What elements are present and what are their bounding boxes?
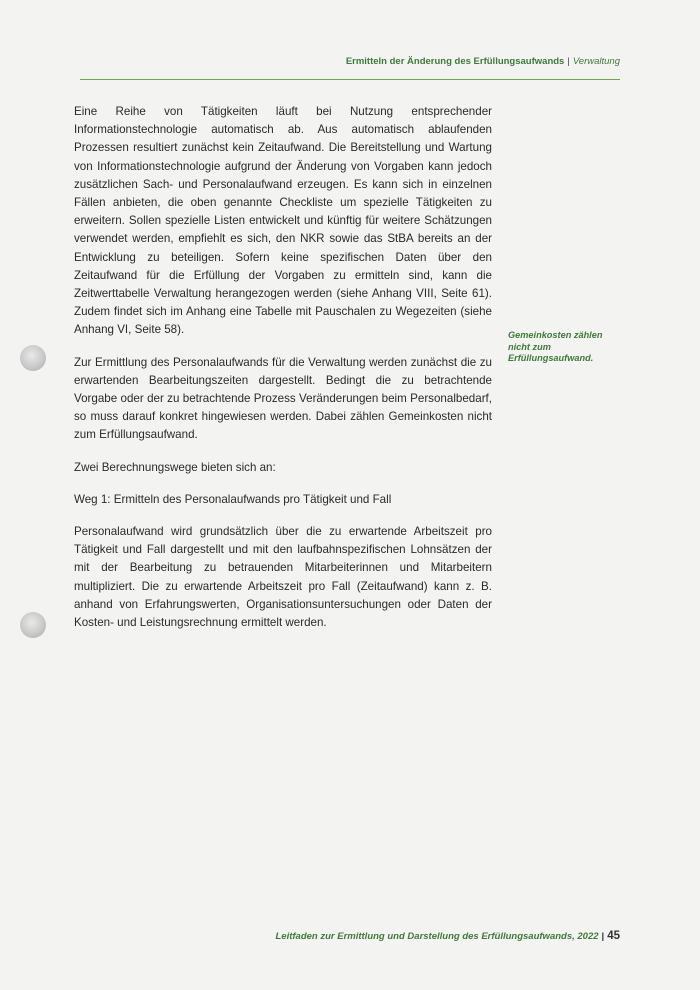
header-section: Verwaltung <box>572 56 620 67</box>
body-text <box>74 103 492 646</box>
punch-hole-top <box>20 345 46 371</box>
header-rule <box>80 79 620 80</box>
footer-title: Leitfaden zur Ermittlung und Darstellung des Erfüllungsaufwands, 2022 <box>275 931 599 942</box>
header-separator: | <box>567 56 570 67</box>
header-title: Ermitteln der Änderung des Erfüllungsaufwands <box>345 56 565 67</box>
margin-note: Gemeinkosten zählen nicht zum Erfüllungsaufwand. <box>508 330 603 363</box>
punch-hole-bottom <box>20 612 46 638</box>
paragraph-arbeitszeit: Personalaufwand wird grundsätzlich über die zu erwartende Arbeitszeit pro Tätigkeit und Fall dargestellt und mit den laufbahnspezifischen Lohnsätzen der mit der Bearbeitung zu betrauenden Mitarbeiterinnen und Mitarbeitern multipliziert. Die zu erwartende Arbeitszeit pro Fall (Zeitaufwand) kann z. B. anhand von Erfahrungswerten, Organisationsuntersuchungen oder Daten der Kosten- und Leistungsrechnung ermittelt werden. <box>74 525 492 630</box>
paragraph-weg-1: Weg 1: Ermitteln des Personalaufwands pro Tätigkeit und Fall <box>74 492 392 506</box>
paragraph-personalaufwand: Zur Ermittlung des Personalaufwands für die Verwaltung werden zunächst die zu erwartenden Bearbeitungszeiten dargestellt. Bedingt die zu betrachtende Vorgabe oder der zu betrachtende Prozess Veränderungen beim Personalbedarf, so muss darauf konkret hingewiesen werden. Dabei zählen Gemeinkosten nicht zum Erfüllungsaufwand. <box>74 355 492 442</box>
paragraph-berechnungswege: Zwei Berechnungswege bieten sich an: <box>74 460 276 474</box>
footer-separator: | <box>601 931 605 942</box>
page-number: 45 <box>607 930 620 942</box>
running-header <box>346 56 620 67</box>
paragraph-it-processes: Eine Reihe von Tätigkeiten läuft bei Nutzung entsprechender Informationstechnologie automatisch ab. Aus automatisch ablaufenden Prozessen resultiert zunächst kein Zeitaufwand. Die Bereitstellung und Wartung von Informationstechnologie aufgrund der Änderung von Vorgaben kann jedoch zusätzlichen Sach- und Personalaufwand erzeugen. Es kann sich in einzelnen Fällen anbieten, die oben genannte Checkliste um spezielle Tätigkeiten zu erweitern. Sollen spezielle Listen entwickelt und künftig für weitere Schätzungen verwendet werden, empfiehlt es sich, den NKR sowie das StBA bereits an der Entwicklung zu beteiligen. Sofern keine spezifischen Daten über den Zeitaufwand für die Erfüllung der Vorgaben zu ermitteln sind, kann die Zeitwerttabelle Verwaltung herangezogen werden (siehe Anhang VIII, Seite 61). Zudem findet sich im Anhang eine Tabelle mit Pauschalen zu Wegezeiten (siehe Anhang VI, Seite 58). <box>74 105 492 337</box>
running-footer <box>275 930 620 942</box>
